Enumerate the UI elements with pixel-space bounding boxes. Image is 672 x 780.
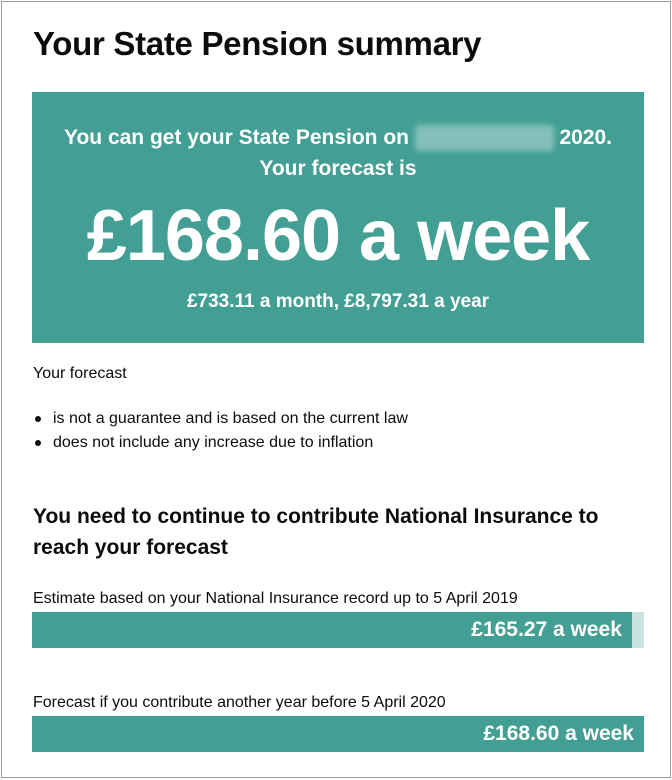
monthly-yearly-amount: £733.11 a month, £8,797.31 a year [186, 291, 490, 312]
forecast-bar-fill [32, 716, 644, 752]
weekly-amount: £168.60 a week [86, 196, 590, 276]
estimate-bar-value: £165.27 a week [471, 618, 622, 641]
list-item: is not a guarantee and is based on the current law [33, 407, 408, 431]
forecast-notes-list [33, 407, 408, 455]
pension-summary-page [1, 1, 671, 778]
forecast-panel [32, 92, 644, 343]
pension-date-prefix: You can get your State Pension on [64, 126, 409, 149]
pension-date-line [32, 125, 644, 151]
forecast-label: Forecast if you contribute another year before 5 April 2020 [33, 694, 446, 711]
estimate-label: Estimate based on your National Insurance record up to 5 April 2019 [33, 590, 518, 607]
estimate-bar-fill [32, 612, 632, 648]
forecast-notes-intro: Your forecast [33, 365, 127, 382]
page-title: Your State Pension summary [33, 25, 482, 62]
forecast-bar-value: £168.60 a week [483, 722, 634, 745]
pension-date-year: 2020. [559, 126, 612, 149]
forecast-bar [32, 716, 644, 752]
pension-date-redacted [415, 125, 554, 151]
forecast-intro-line: Your forecast is [259, 157, 417, 180]
contribution-heading: You need to continue to contribute National Insurance to reach your forecast [33, 505, 599, 559]
list-item: does not include any increase due to inflation [33, 431, 408, 455]
estimate-bar [32, 612, 644, 648]
